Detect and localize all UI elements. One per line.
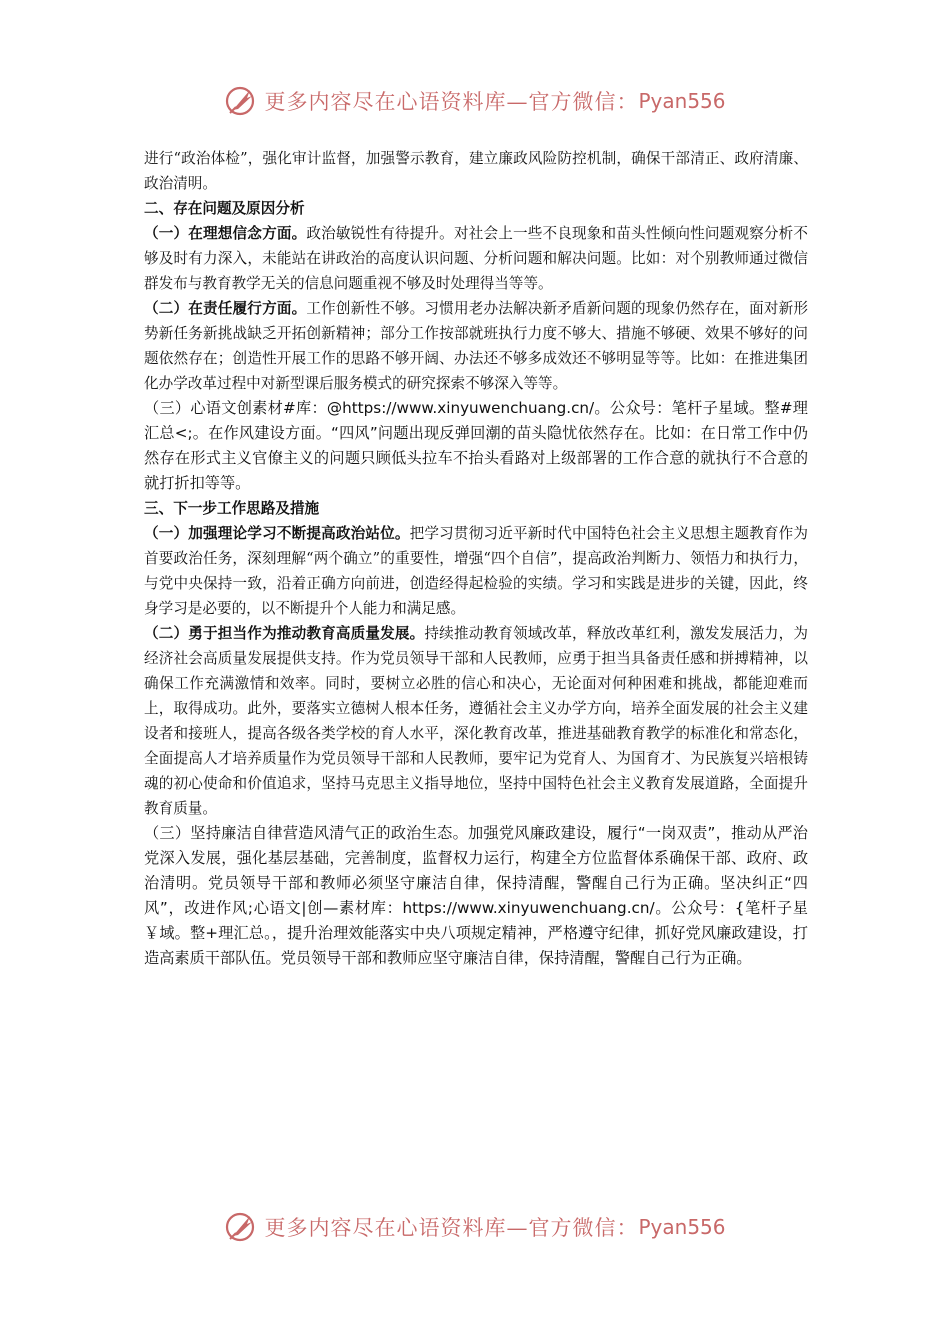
- paragraph-text: 把学习贯彻习近平新时代中国特色社会主义思想主题教育作为首要政治任务，深刻理解“两个确立”的重要性，增强“四个自信”，提高政治判断力、领悟力和执行力，与党中央保持一致，沿着正确方向前进，创造经得起检验的实绩。学习和实践是进步的关键，因此，终身学习是必要的，以不断提升个人能力和满足感。: [144, 525, 808, 617]
- banner-wechat-id: Pyan556: [638, 1215, 726, 1239]
- banner-wechat-id: Pyan556: [638, 89, 726, 113]
- banner-text: 更多内容尽在心语资料库—官方微信：: [264, 1216, 639, 1240]
- paragraph-text: 持续推动教育领域改革，释放改革红利，激发发展活力，为经济社会高质量发展提供支持。作为党员领导干部和人民教师，应勇于担当具备责任感和拼搏精神，以确保工作充满激情和效率。同时，要树立必胜的信心和决心，无论面对何种困难和挑战，都能迎难而上，取得成功。此外，要落实立德树人根本任务，遵循社会主义办学方向，培养全面发展的社会主义建设者和接班人，提高各级各类学校的育人水平，深化教育改革，推进基础教育教学的标准化和常态化，全面提高人才培养质量作为党员领导干部和人民教师，要牢记为党育人、为国育才、为民族复兴培根铸魂的初心使命和价值追求，坚持马克思主义指导地位，坚持中国特色社会主义教育发展道路，全面提升教育质量。: [144, 625, 808, 817]
- heading-text: 二、存在问题及原因分析: [144, 200, 305, 217]
- heading-text: 三、下一步工作思路及措施: [144, 500, 320, 517]
- paragraph-text: 政治敏锐性有待提升。对社会上一些不良现象和苗头性倾向性问题观察分析不够及时有力深入，未能站在讲政治的高度认识问题、分析问题和解决问题。比如：对个别教师通过微信群发布与教育教学无关的信息问题重视不够及时处理得当等等。: [144, 225, 808, 292]
- paragraph: [144, 296, 808, 396]
- paragraph: [144, 621, 808, 821]
- paragraph: [144, 521, 808, 621]
- paragraph-lead: （一）在理想信念方面。: [144, 225, 307, 242]
- quill-logo-icon: [224, 1210, 258, 1244]
- paragraph: [144, 221, 808, 296]
- paragraph-lead: （二）勇于担当作为推动教育高质量发展。: [144, 625, 425, 642]
- footer-banner: [0, 1210, 950, 1244]
- header-banner: [0, 84, 950, 118]
- paragraph-text: 工作创新性不够。习惯用老办法解决新矛盾新问题的现象仍然存在，面对新形势新任务新挑战缺乏开拓创新精神；部分工作按部就班执行力度不够大、措施不够硬、效果不够好的问题依然存在；创造性开展工作的思路不够开阔、办法还不够多成效还不够明显等等。比如：在推进集团化办学改革过程中对新型课后服务模式的研究探索不够深入等等。: [144, 300, 808, 392]
- paragraph-text: （三）心语文创素材#库：@https://www.xinyuwenchuang.cn/。公众号：笔杆子星域。整#理汇总<;。在作风建设方面。“四风”问题出现反弹回潮的苗头隐忧依然存在。比如：在日常工作中仍然存在形式主义官僚主义的问题只顾低头拉车不抬头看路对上级部署的工作合意的就执行不合意的就打折扣等等。: [144, 399, 808, 492]
- paragraph-lead: （一）加强理论学习不断提高政治站位。: [144, 525, 410, 542]
- banner-text: 更多内容尽在心语资料库—官方微信：: [264, 90, 639, 114]
- document-body: [144, 146, 808, 971]
- paragraph: [144, 146, 808, 196]
- paragraph-text: 进行“政治体检”，强化审计监督，加强警示教育，建立廉政风险防控机制，确保干部清正、政府清廉、政治清明。: [144, 150, 808, 192]
- paragraph-text: （三）坚持廉洁自律营造风清气正的政治生态。加强党风廉政建设，履行“一岗双责”，推动从严治党深入发展，强化基层基础，完善制度，监督权力运行，构建全方位监督体系确保干部、政府、政治清明。党员领导干部和教师必须坚守廉洁自律，保持清醒，警醒自己行为正确。坚决纠正“四风”，改进作风;心语文|创—素材库：https://www.xinyuwenchuang.cn/。公众号：{笔杆子星￥域。整+理汇总。，提升治理效能落实中央八项规定精神，严格遵守纪律，抓好党风廉政建设，打造高素质干部队伍。党员领导干部和教师应坚守廉洁自律，保持清醒，警醒自己行为正确。: [144, 824, 808, 967]
- section-heading: [144, 196, 808, 221]
- section-heading: [144, 496, 808, 521]
- paragraph-lead: （二）在责任履行方面。: [144, 300, 307, 317]
- paragraph: [144, 396, 808, 496]
- paragraph: [144, 821, 808, 971]
- quill-logo-icon: [224, 84, 258, 118]
